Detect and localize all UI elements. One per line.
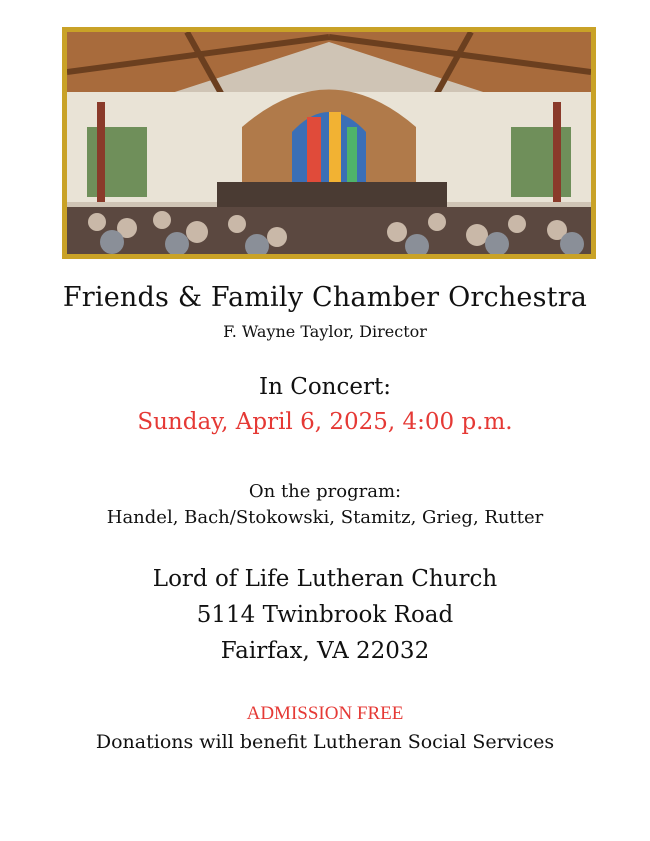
donations-note: Donations will benefit Lutheran Social Services (95, 731, 555, 753)
concert-photo (62, 27, 596, 259)
venue-name: Lord of Life Lutheran Church (152, 566, 498, 592)
admission-notice: ADMISSION FREE (246, 703, 404, 724)
concert-date: Sunday, April 6, 2025, 4:00 p.m. (137, 409, 513, 435)
venue-street: 5114 Twinbrook Road (196, 602, 454, 628)
venue-city: Fairfax, VA 22032 (220, 638, 430, 664)
program-list: Handel, Bach/Stokowski, Stamitz, Grieg, Rutter (106, 507, 544, 528)
in-concert-heading: In Concert: (259, 374, 391, 400)
director-credit: F. Wayne Taylor, Director (223, 322, 427, 341)
orchestra-title: Friends & Family Chamber Orchestra (62, 282, 588, 313)
concert-photo-illustration (67, 32, 591, 254)
program-label: On the program: (248, 481, 402, 502)
